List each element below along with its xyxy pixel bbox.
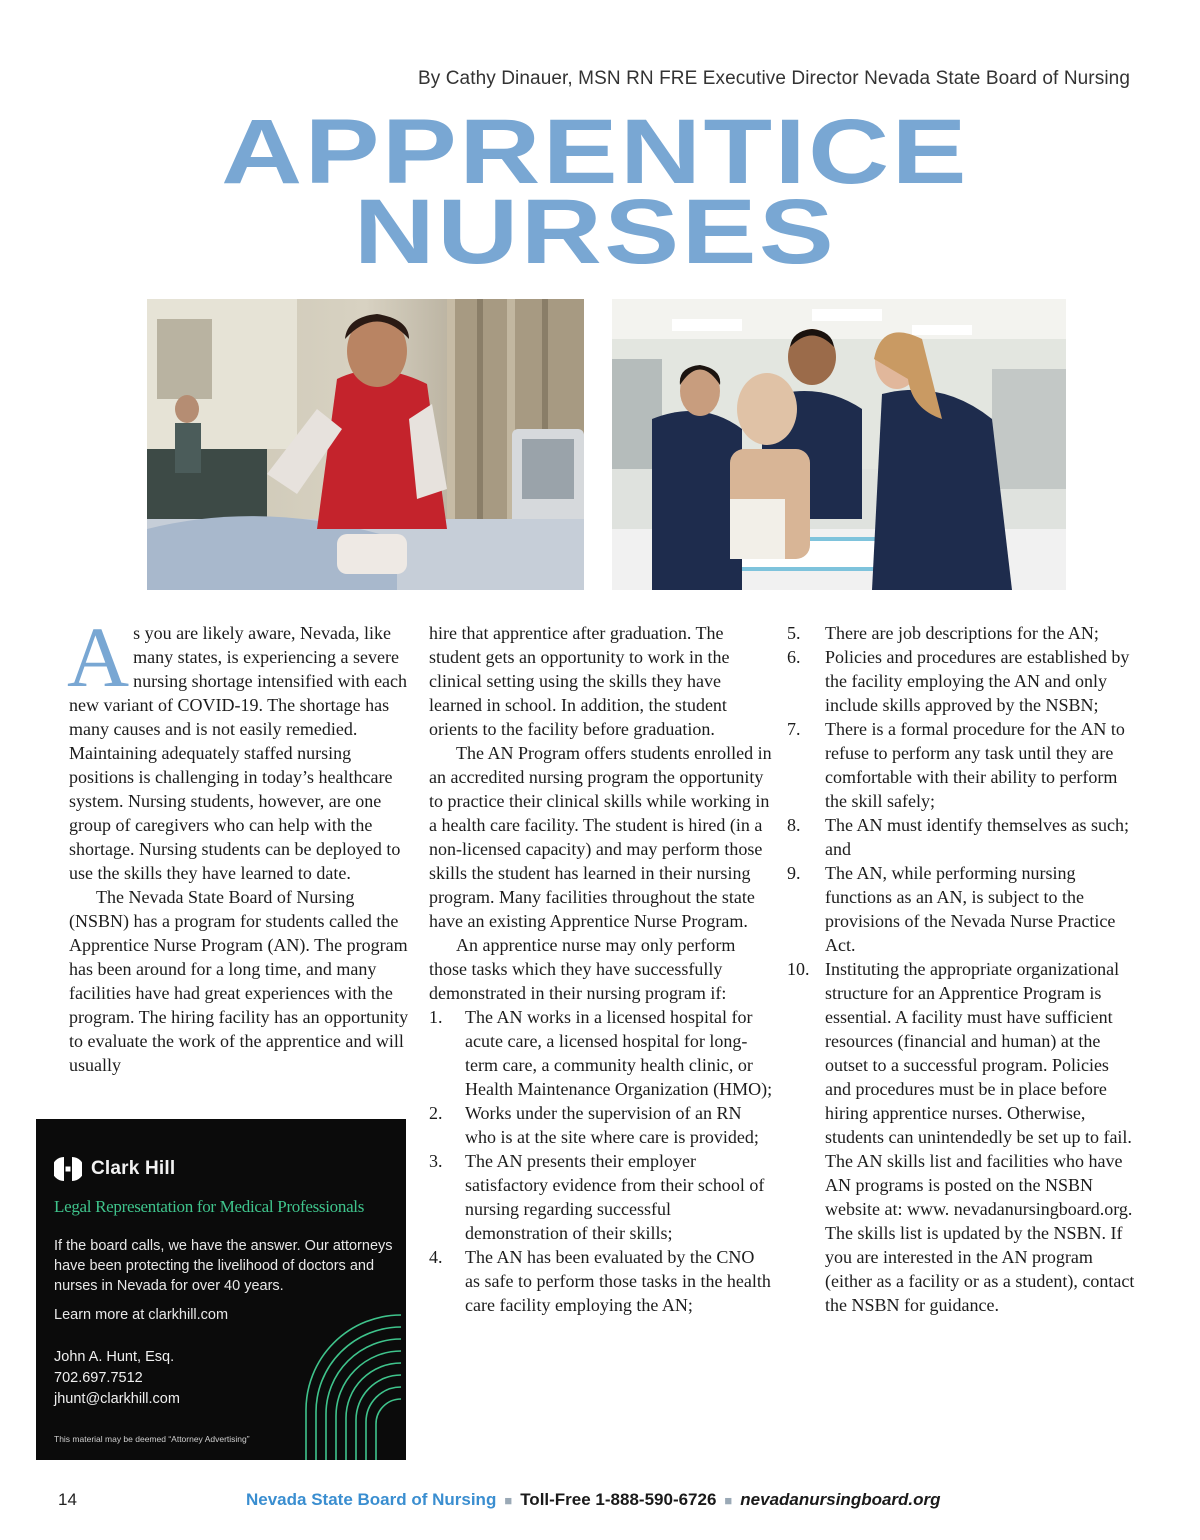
list-item-text: Instituting the appropriate organizational structure for an Apprentice Program is essential. A facility must have sufficient resources (financial and human) at the outset to a successful program. Policies and procedures must be in place before hiring apprentice nurses. Otherwise, students can unintendedly be set up to fail. The AN skills list and facilities who have AN programs is posted on the NSBN website at: www. nevadanursingboard.org. The skills list is updated by the NSBN. If you are interested in the AN program (either as a facility or as a student), contact the NSBN for guidance. — [825, 959, 1135, 1315]
footer-separator: ■ — [724, 1493, 733, 1508]
list-item-number: 8. — [787, 815, 801, 835]
title-line-2: NURSES — [353, 181, 837, 283]
list-item — [429, 1149, 773, 1245]
list-item-number: 1. — [429, 1007, 443, 1027]
list-item — [429, 1245, 773, 1317]
ad-logo — [54, 1155, 175, 1183]
list-item — [787, 957, 1137, 1317]
list-item — [787, 861, 1137, 957]
ad-website-link[interactable]: Learn more at clarkhill.com — [54, 1307, 229, 1323]
photo-nurse-red-scrubs — [147, 299, 584, 590]
ad-brand-name: Clark Hill — [91, 1158, 176, 1179]
article-column-2 — [429, 621, 773, 1317]
ad-tagline: Legal Representation for Medical Professionals — [54, 1197, 365, 1216]
requirements-list-part-1 — [429, 1005, 773, 1317]
requirements-list-part-2 — [787, 621, 1137, 1317]
list-item-number: 7. — [787, 719, 801, 739]
list-item-text: The AN presents their employer satisfactory evidence from their school of nursing regarding successful demonstration of their skills; — [465, 1151, 765, 1243]
list-item-number: 3. — [429, 1151, 443, 1171]
photo-students-mannequin — [612, 299, 1066, 590]
list-item — [787, 813, 1137, 861]
byline: By Cathy Dinauer, MSN RN FRE Executive Director Nevada State Board of Nursing — [417, 68, 1130, 89]
list-item-number: 2. — [429, 1103, 443, 1123]
page-footer — [0, 1490, 1200, 1512]
page-number: 14 — [58, 1490, 77, 1509]
article-paragraph-4: An apprentice nurse may only perform those tasks which they have successfully demonstrated in their nursing program if: — [429, 935, 736, 1003]
ad-contact-name: John A. Hunt, Esq. — [54, 1349, 175, 1365]
list-item-text: Works under the supervision of an RN who is at the site where care is provided; — [465, 1103, 759, 1147]
list-item-text: There is a formal procedure for the AN to refuse to perform any task until they are comfortable with their ability to perform the skill safely; — [825, 719, 1125, 811]
footer-org-name: Nevada State Board of Nursing — [246, 1490, 497, 1509]
clark-hill-advertisement[interactable] — [36, 1119, 406, 1460]
decorative-arcs-icon — [286, 1300, 406, 1460]
list-item-text: The AN, while performing nursing functions as an AN, is subject to the provisions of the Nevada Nurse Practice Act. — [825, 863, 1116, 955]
ad-contact-email[interactable]: jhunt@clarkhill.com — [54, 1391, 180, 1407]
list-item-number: 10. — [787, 959, 810, 979]
ad-body-text: If the board calls, we have the answer. Our attorneys have been protecting the livelihood of doctors and nurses in Nevada for over 40 years. — [54, 1238, 393, 1294]
list-item-text: The AN works in a licensed hospital for acute care, a licensed hospital for long-term care, a community health clinic, or Health Maintenance Organization (HMO); — [465, 1007, 773, 1099]
clark-hill-logo-icon — [54, 1155, 82, 1183]
list-item-number: 4. — [429, 1247, 443, 1267]
list-item-number: 6. — [787, 647, 801, 667]
footer-separator: ■ — [504, 1493, 513, 1508]
article-paragraph-1-text: s you are likely aware, Nevada, like many states, is experiencing a severe nursing shortage intensified with each new variant of COVID-19. The shortage has many causes and is not easily remedied. Maintaining adequately staffed nursing positions is challenging in today’s healthcare system. Nursing students, however, are one group of caregivers who can help with the shortage. Nursing students can be deployed to use the skills they have learned to date. — [69, 623, 408, 883]
list-item-text: The AN must identify themselves as such; and — [825, 815, 1129, 859]
list-item — [429, 1101, 773, 1149]
list-item — [787, 621, 1137, 645]
list-item — [429, 1005, 773, 1101]
page-title — [200, 101, 990, 283]
article-paragraph-continued: hire that apprentice after graduation. The student gets an opportunity to work in the clinical setting using the skills they have learned in school. In addition, the student orients to the facility before graduation. — [429, 623, 730, 739]
article-paragraph-3: The AN Program offers students enrolled in an accredited nursing program the opportunity to practice their clinical skills while working in a health care facility. The student is hired (in a non-licensed capacity) and may perform those skills the student has learned in their nursing program. Many facilities throughout the state have an existing Apprentice Nurse Program. — [429, 743, 772, 931]
ad-disclaimer: This material may be deemed “Attorney Advertising” — [54, 1434, 250, 1444]
footer-website-link[interactable]: nevadanursingboard.org — [740, 1490, 941, 1509]
list-item-number: 9. — [787, 863, 801, 883]
article-column-1 — [67, 609, 415, 1077]
list-item-text: Policies and procedures are established by the facility employing the AN and only include skills approved by the NSBN; — [825, 647, 1130, 715]
ad-contact-block — [54, 1347, 180, 1410]
list-item-number: 5. — [787, 623, 801, 643]
footer-phone: Toll-Free 1-888-590-6726 — [520, 1490, 717, 1509]
footer-line — [246, 1490, 941, 1510]
list-item — [787, 645, 1137, 717]
list-item-text: The AN has been evaluated by the CNO as safe to perform those tasks in the health care facility employing the AN; — [465, 1247, 771, 1315]
article-paragraph-1 — [67, 609, 415, 885]
ad-contact-phone[interactable]: 702.697.7512 — [54, 1370, 143, 1386]
list-item-text: There are job descriptions for the AN; — [825, 623, 1099, 643]
article-paragraph-2: The Nevada State Board of Nursing (NSBN) has a program for students called the Apprentice Nurse Program (AN). The program has been around for a long time, and many facilities have had great experiences with the program. The hiring facility has an opportunity to evaluate the work of the apprentice and will usually — [69, 887, 409, 1075]
article-column-3 — [787, 621, 1137, 1317]
drop-cap: A — [67, 609, 130, 705]
title-line-1: APPRENTICE — [221, 101, 969, 203]
list-item — [787, 717, 1137, 813]
